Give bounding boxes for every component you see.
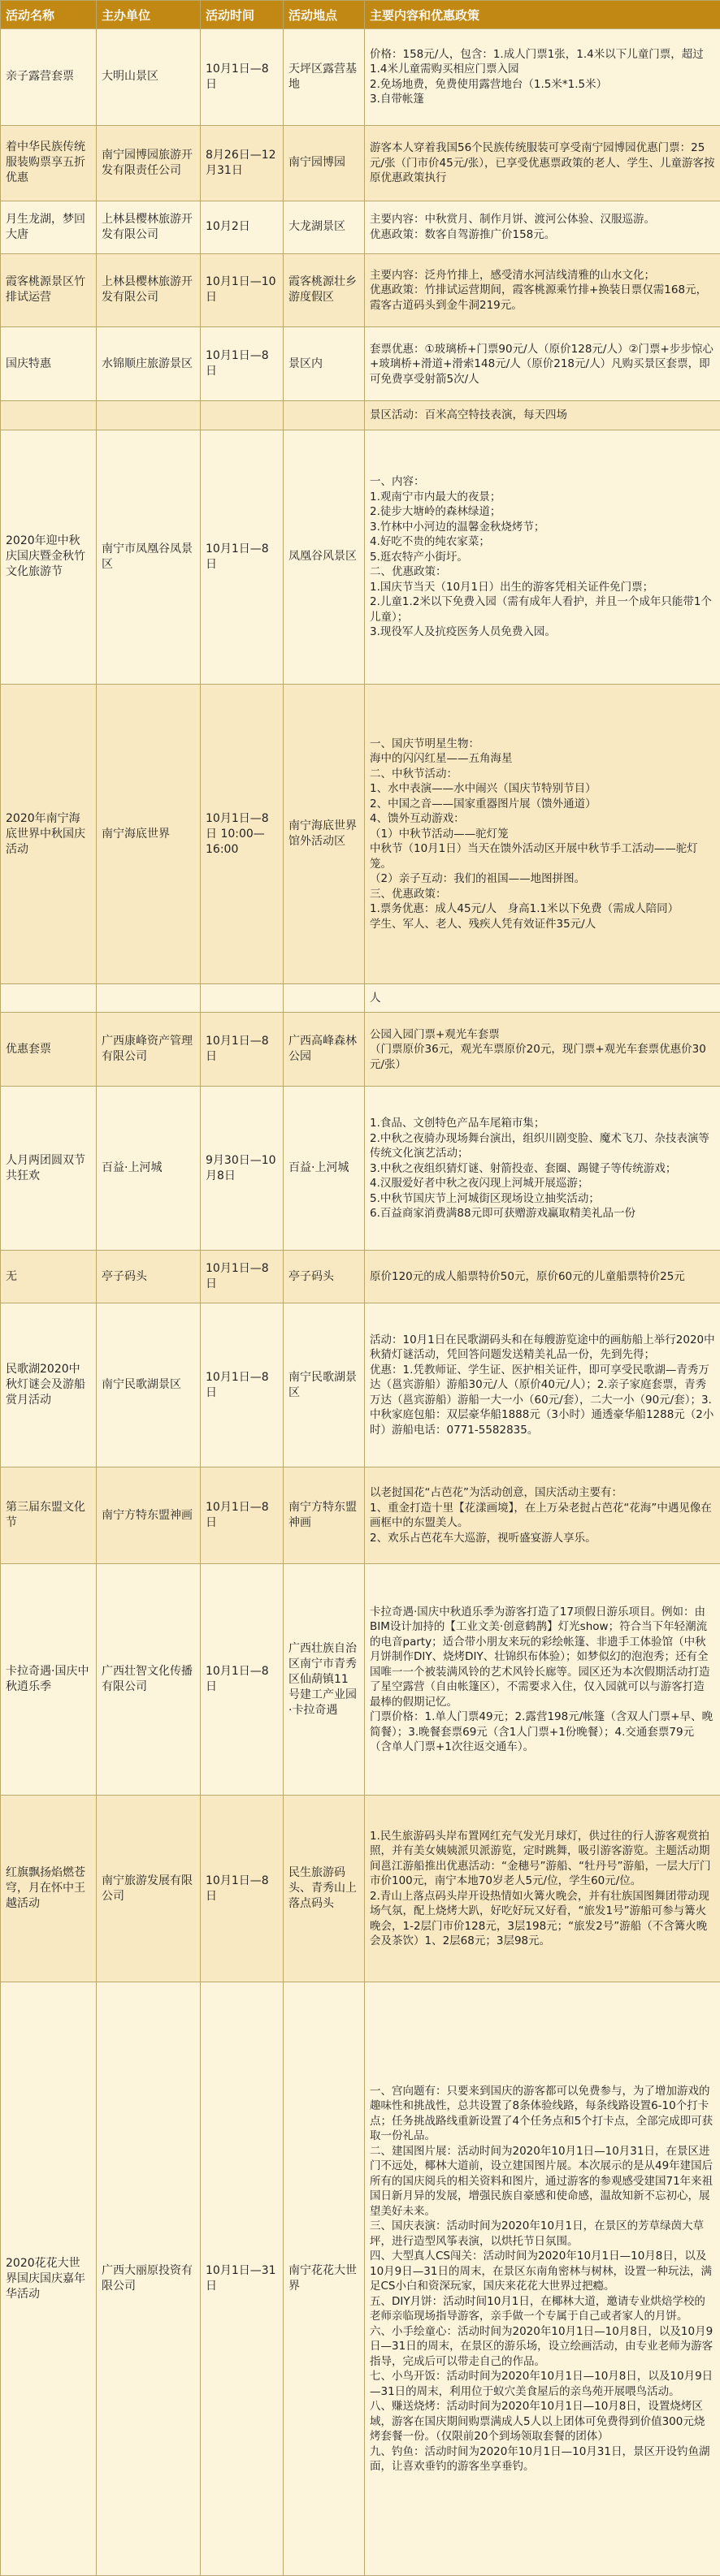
activity-name-cell: 卡拉奇遇·国庆中秋逍乐季 (1, 1563, 97, 1796)
table-header-row (1, 1, 720, 29)
details-cell (365, 125, 720, 201)
details-line: 1.食品、文创特色产品车尾箱市集； (370, 1117, 545, 1130)
details-line: 3.中秋之夜组织猜灯谜、射箭投壶、套圈、踢键子等传统游戏； (370, 1161, 677, 1175)
details-line: 主要内容：中秋赏月、制作月饼、渡河公体验、汉服巡游。 (370, 213, 655, 227)
activity-time-cell: 10月1日—31日 (201, 1982, 284, 2576)
activity-time-cell: 10月1日—8日 (201, 1796, 284, 1982)
details-cell (365, 1013, 720, 1087)
table-row (1, 201, 720, 253)
activity-name-cell: 优惠套票 (1, 1013, 97, 1087)
details-line: 景区活动：百米高空特技表演，每天四场 (370, 408, 567, 422)
table-row (1, 1563, 720, 1796)
details-line: 活动：10月1日在民歌湖码头和在每艘游览途中的画舫船上举行2020中秋猜灯谜活动，凭回答问题发送精美礼品一份，先到先得； (370, 1333, 715, 1362)
activity-place-cell: 民生旅游码头、青秀山上落点码头 (284, 1796, 365, 1982)
header-organizer: 主办单位 (97, 1, 201, 29)
table-row (1, 1013, 720, 1087)
details-line: 原价120元的成人船票特价50元，原价60元的儿童船票特价25元 (370, 1269, 685, 1283)
activity-name-cell: 红旗飘扬焰燃苍穹，月在怀中王越活动 (1, 1796, 97, 1982)
organizer-cell: 广西大丽原投资有限公司 (97, 1982, 201, 2576)
details-cell (365, 327, 720, 401)
activity-place-cell: 景区内 (284, 327, 365, 401)
organizer-cell (97, 984, 201, 1013)
activity-name-cell: 月生龙湖，梦回大唐 (1, 201, 97, 253)
details-line: 三、国庆表演：活动时间为2020年10月1日，在景区的芳草绿茵大草坪，进行造型风筝表演，以烘托节日氛围。 (370, 2219, 705, 2248)
details-cell (365, 253, 720, 327)
details-cell (365, 685, 720, 984)
organizer-cell: 南宁民歌湖景区 (97, 1303, 201, 1467)
details-line: 3.竹林中小河边的温馨金秋烧烤节； (370, 520, 545, 534)
details-line: 卡拉奇遇·国庆中秋逍乐季为游客打造了17项假日游乐项目。例如：由BIM设计加持的【工业文美·创意鹤鹊】灯光show；符合当下年轻潮流的电音party；适合带小朋友来玩的彩绘帐篷、非遗手工体验馆（中秋月饼制作DIY、烧烤DIY、壮锦织布体验）；如梦似幻的泡泡秀；还有全国唯一一个被装满风铃的艺术风铃长廊等。园区还为本次假期活动打造了星空露营（自由帐篷区），不需要求入住，仅入园就可以与游客打造最棒的假期记忆。 (370, 1605, 710, 1709)
table-row (1, 1251, 720, 1303)
details-line: 五、DIY月饼：活动时间10月1日，在椰林大道，邀请专业烘焙学校的老师亲临现场指导游客，亲手做一个专属于自己或者家人的月饼。 (370, 2294, 705, 2323)
activity-place-cell: 亭子码头 (284, 1251, 365, 1303)
details-cell (365, 1796, 720, 1982)
activity-place-cell (284, 984, 365, 1013)
header-activity-time: 活动时间 (201, 1, 284, 29)
table-row (1, 327, 720, 401)
details-line: 4、馈外互动游戏： (370, 812, 465, 826)
details-line: 1.观南宁市内最大的夜景； (370, 490, 501, 504)
activity-time-cell: 10月1日—8日 (201, 1251, 284, 1303)
activity-name-cell: 着中华民族传统服装购票享五折优惠 (1, 125, 97, 201)
details-line: 价格：158元/人，包含：1.成人门票1张，1.4米以下儿童门票，超过1.4米儿童需购买相应门票入园 (370, 47, 704, 76)
details-line: 一、内容： (370, 475, 425, 489)
organizer-cell: 南宁旅游发展有限公司 (97, 1796, 201, 1982)
table-row (1, 253, 720, 327)
details-line: 主要内容：泛舟竹排上，感受清水河洁线清雅的山水文化； (370, 268, 655, 282)
activity-time-cell: 10月1日—8日 (201, 1013, 284, 1087)
details-line: 海中的闪闪红星——五角海星 (370, 752, 513, 766)
details-line: 2.徒步大塘岭的森林绿道； (370, 505, 501, 519)
activity-name-cell: 2020年迎中秋庆国庆暨金秋竹文化旅游节 (1, 430, 97, 684)
activity-place-cell: 天坪区露营基地 (284, 29, 365, 126)
activity-place-cell: 南宁民歌湖景区 (284, 1303, 365, 1467)
activity-place-cell: 霞客桃源壮乡游度假区 (284, 253, 365, 327)
details-cell (365, 1982, 720, 2576)
details-cell (365, 1563, 720, 1796)
details-line: 人 (370, 991, 381, 1005)
activity-time-cell (201, 984, 284, 1013)
activity-place-cell: 百益·上河城 (284, 1087, 365, 1251)
details-line: 二、建国图片展：活动时间为2020年10月1日—10月31日，在景区进门不远处，椰林大道前，设立建国图片展。本次展示的是从49年建国后所有的国庆阅兵的相关资料和图片，通过游客的参观感受建国71年来祖国日新月异的发展，增强民族自豪感和使命感，温故知新不忘初心，展望美好未来。 (370, 2144, 713, 2218)
activity-time-cell: 10月1日—8日 10:00—16:00 (201, 685, 284, 984)
details-line: 3.现役军人及抗疫医务人员免费入园。 (370, 625, 556, 639)
details-cell (365, 1467, 720, 1564)
organizer-cell: 百益·上河城 (97, 1087, 201, 1251)
details-line: 四、大型真人CS闯关：活动时间为2020年10月1日—10月8日，以及10月9日—31日的周末，在景区东南角密林与树林，设置一种玩法，满足CS小白和资深玩家，国庆来花花大世界过把瘾。 (370, 2250, 712, 2293)
activity-name-cell: 霞客桃源景区竹排试运营 (1, 253, 97, 327)
details-line: 二、中秋节活动： (370, 767, 458, 780)
details-line: 4.汉服爱好者中秋之夜闪现上河城开展巡游； (370, 1177, 589, 1191)
activity-place-cell: 广西壮族自治区南宁市青秀区仙葫镇11号建工产业园·卡拉奇遇 (284, 1563, 365, 1796)
organizer-cell: 上林县樱林旅游开发有限公司 (97, 201, 201, 253)
details-cell (365, 29, 720, 126)
details-line: 三、优惠政策： (370, 887, 447, 901)
activity-name-cell: 无 (1, 1251, 97, 1303)
organizer-cell: 南宁市凤凰谷凤景区 (97, 430, 201, 684)
details-line: 4.好吃不贵的纯农家菜； (370, 535, 490, 549)
activity-time-cell: 8月26日—12月31日 (201, 125, 284, 201)
organizer-cell: 亭子码头 (97, 1251, 201, 1303)
activity-place-cell: 广西高峰森林公园 (284, 1013, 365, 1087)
details-line: （2）亲子互动：我们的祖国——地图拼图。 (370, 872, 586, 886)
details-line: 2、中国之音——国家重器图片展（馈外通道） (370, 797, 596, 810)
table-row (1, 984, 720, 1013)
details-cell (365, 1303, 720, 1467)
table-row (1, 1303, 720, 1467)
details-line: 一、宫向题有：只要来到国庆的游客都可以免费参与，为了增加游戏的趣味性和挑战性，总共设置了8条体验线路，每条线路设置6-10个打卡点；任务挑战路线重新设置了4个任务点和5个打卡点，全部完成即可获取一份礼品。 (370, 2084, 713, 2143)
activity-name-cell: 民歌湖2020中秋灯谜会及游船赏月活动 (1, 1303, 97, 1467)
activity-place-cell: 南宁园博园 (284, 125, 365, 201)
organizer-cell: 南宁园博园旅游开发有限责任公司 (97, 125, 201, 201)
details-line: 优惠政策：竹排试运营期间，霞客桃源乘竹排+换装日票仅需168元，霞客古道码头到金牛洞219元。 (370, 283, 708, 312)
activity-time-cell: 10月2日 (201, 201, 284, 253)
table-row (1, 1796, 720, 1982)
organizer-cell: 大明山景区 (97, 29, 201, 126)
details-line: 中秋节（10月1日）当天在馈外活动区开展中秋节手工活动——驼灯笼。 (370, 842, 698, 871)
details-line: 2.免场地费，免费使用露营地台（1.5米*1.5米） (370, 77, 608, 91)
activity-time-cell (201, 401, 284, 430)
details-cell (365, 1251, 720, 1303)
details-line: 八、赚送烧烤：活动时间为2020年10月1日—10月8日，设置烧烤区域，游客在国庆期间购票满成人5人以上团体可免费得到价值300元烧烤套餐一份。（仅限前20个到场领取套餐的团体） (370, 2400, 705, 2444)
activity-name-cell: 人月两团圆双节共狂欢 (1, 1087, 97, 1251)
details-line: 1.民生旅游码头岸布置网红充气发光月球灯，供过往的行人游客观赏拍照，并有美女姨姨派贝派游览，定时跳舞，吸引游客游览。主题活动期间邕江游船推出优惠活动：“金穗号”游船、“牡丹号”游船，一层大厅门市价100元，南宁本地70岁老人5元/位，学生60元/位。 (370, 1829, 711, 1888)
activity-time-cell: 10月1日—8日 (201, 29, 284, 126)
organizer-cell: 南宁海底世界 (97, 685, 201, 984)
table-row (1, 1467, 720, 1564)
details-line: 5.逛农特产小街圩。 (370, 550, 468, 564)
activity-time-cell: 10月1日—8日 (201, 1303, 284, 1467)
activity-time-cell: 10月1日—8日 (201, 430, 284, 684)
table-row (1, 125, 720, 201)
details-line: 六、小手绘童心：活动时间为2020年10月1日—10月8日，以及10月9日—31日的周末，在景区的游乐场，设立绘画活动，由专业老师为游客指导，完成后可以带走自己的作品。 (370, 2324, 713, 2368)
activity-name-cell (1, 401, 97, 430)
details-line: 3.自带帐篷 (370, 93, 424, 106)
header-activity-name: 活动名称 (1, 1, 97, 29)
activity-place-cell: 南宁方特东盟神画 (284, 1467, 365, 1564)
details-cell (365, 984, 720, 1013)
header-details: 主要内容和优惠政策 (365, 1, 720, 29)
activity-time-cell: 10月1日—8日 (201, 1467, 284, 1564)
details-cell (365, 201, 720, 253)
details-line: 2.青山上落点码头岸开设热情如火篝火晚会，并有壮族国图舞团带动现场气氛，配上烧烤大趴，好吃好玩又好看，“旅发1号”游船可参与篝火晚会，1-2层门市价128元，3层198元；“旅发2号”游船（不含篝火晚会及茶饮）1、2层68元；3层98元。 (370, 1889, 709, 1948)
details-line: 2、欢乐占芭花车大巡游，视听盛宴游人享乐。 (370, 1531, 596, 1545)
organizer-cell: 广西壮智文化传播有限公司 (97, 1563, 201, 1796)
organizer-cell: 水锦顺庄旅游景区 (97, 327, 201, 401)
details-line: 1、重金打造十里【花漾画境】，在上万朵老挝占芭花“花海”中遇见像在画框中的东盟美人。 (370, 1501, 712, 1530)
details-line: 1、水中表演——水中闹兴（国庆节特别节目） (370, 782, 596, 796)
organizer-cell: 广西康峰资产管理有限公司 (97, 1013, 201, 1087)
details-line: 优惠政策：数客自驾游推广价158元。 (370, 227, 556, 241)
activity-time-cell: 9月30日—10月8日 (201, 1087, 284, 1251)
details-line: 九、钓鱼：活动时间为2020年10月1日—10月31日，景区开设钓鱼湖面，让喜欢垂钓的游客坐享垂钓。 (370, 2444, 710, 2474)
details-line: 游客本人穿着我国56个民族传统服装可享受南宁园博园优惠门票：25元/张（门市价45元/张），已享受优惠票政策的老人、学生、儿童游客按原优惠政策执行 (370, 141, 715, 185)
details-line: 公园入园门票+观光车套票 (370, 1027, 500, 1041)
activity-place-cell: 南宁花花大世界 (284, 1982, 365, 2576)
activity-time-cell: 10月1日—8日 (201, 327, 284, 401)
details-cell (365, 1087, 720, 1251)
details-line: 1.票务优惠：成人45元/人 身高1.1米以下免费（需成人陪同） (370, 902, 679, 916)
activity-name-cell (1, 984, 97, 1013)
details-line: 门票价格：1.单人门票49元；2.露营198元/帐篷（含双人门票+早、晚简餐）；3.晚餐套票69元（含1人门票+1份晚餐）；4.交通套票79元（含单人门票+1次往返交通车）。 (370, 1710, 713, 1754)
activity-place-cell: 南宁海底世界馆外活动区 (284, 685, 365, 984)
details-line: 七、小鸟开饭：活动时间为2020年10月1日—10月8日，以及10月9日—31日的周末，利用位于蚁穴美食屋后的亲鸟苑开展喂鸟活动。 (370, 2370, 713, 2398)
table-row (1, 1087, 720, 1251)
activity-place-cell (284, 401, 365, 430)
details-line: 1.国庆节当天（10月1日）出生的游客凭相关证件免门票； (370, 580, 654, 594)
activity-place-cell: 大龙湖景区 (284, 201, 365, 253)
activity-time-cell: 10月1日—10日 (201, 253, 284, 327)
details-cell (365, 401, 720, 430)
details-line: 二、优惠政策： (370, 565, 447, 579)
details-line: 套票优惠：①玻璃桥+门票90元/人（原价128元/人）②门票+步步惊心+玻璃桥+滑道+滑索148元/人（原价218元/人）凡购买景区套票，即可免费享受射箭5次/人 (370, 342, 713, 386)
header-activity-place: 活动地点 (284, 1, 365, 29)
details-line: 学生、军人、老人、残疾人凭有效证件35元/人 (370, 917, 596, 931)
activity-name-cell: 亲子露营套票 (1, 29, 97, 126)
details-line: 优惠：1.凭教师证、学生证、医护相关证件，即可享受民歌湖—青秀万达（邕宾游船）游船30元/人（原价40元/人）；2.亲子家庭套票，青秀万达（邕宾游船）游船一大一小（60元/套），二大一小（90元/套）；3.中秋家庭包船：双层豪华船1888元（3小时）通透豪华船1288元（2小时）游船电话：0771-5582835。 (370, 1363, 714, 1437)
activity-name-cell: 国庆特惠 (1, 327, 97, 401)
table-row (1, 430, 720, 684)
activity-name-cell: 第三届东盟文化节 (1, 1467, 97, 1564)
activity-time-cell: 10月1日—8日 (201, 1563, 284, 1796)
details-line: 以老挝国花“占芭花”为活动创意，国庆活动主要有： (370, 1486, 622, 1500)
table-row (1, 401, 720, 430)
activity-name-cell: 2020年南宁海底世界中秋国庆活动 (1, 685, 97, 984)
details-line: 一、国庆节明星生物： (370, 737, 479, 750)
organizer-cell: 上林县樱林旅游开发有限公司 (97, 253, 201, 327)
table-row (1, 29, 720, 126)
details-line: （1）中秋节活动——驼灯笼 (370, 827, 509, 841)
details-line: 2.中秋之夜骑办现场舞台演出，组织川剧变脸、魔术飞刀、杂技表演等传统文化演艺活动； (370, 1131, 709, 1160)
details-line: 2.儿童1.2米以下免费入园（需有成年人看护，并且一个成年只能带1个儿童）； (370, 595, 712, 624)
details-line: 5.中秋节国庆节上河城街区现场设立抽奖活动； (370, 1191, 600, 1205)
table-row (1, 1982, 720, 2576)
details-cell (365, 430, 720, 684)
details-line: （门票原价36元，观光车票原价20元，现门票+观光车套票优惠价30元/张） (370, 1043, 706, 1071)
activity-name-cell: 2020花花大世界国庆国庆嘉年华活动 (1, 1982, 97, 2576)
organizer-cell (97, 401, 201, 430)
table-body (1, 29, 720, 2576)
details-line: 6.百益商家消费满88元即可获赠游戏赢取精美礼品一份 (370, 1207, 636, 1221)
activity-place-cell: 凤凰谷风景区 (284, 430, 365, 684)
table-row (1, 685, 720, 984)
organizer-cell: 南宁方特东盟神画 (97, 1467, 201, 1564)
